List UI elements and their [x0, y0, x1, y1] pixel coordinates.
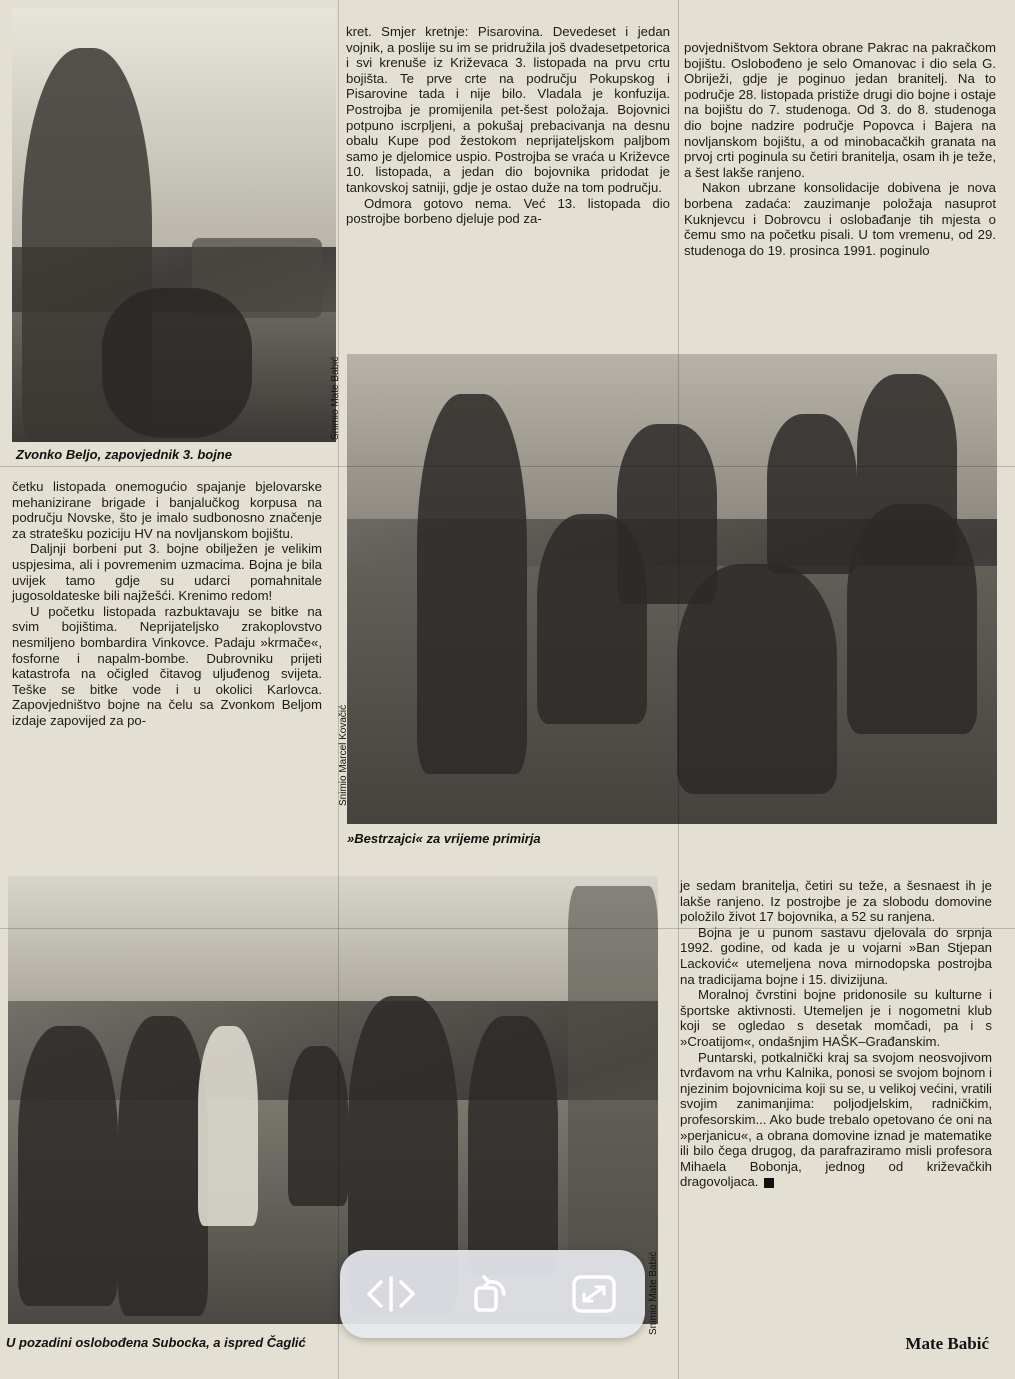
photo-caption: U pozadini oslobođena Subocka, a ispred Čaglić [6, 1335, 306, 1350]
text-column-bottom-right [680, 878, 992, 1190]
photo-commander [12, 8, 336, 442]
text-column-top-middle [346, 24, 670, 227]
photo-credit: Snimio Mate Babić [330, 356, 341, 440]
rotate-button[interactable] [462, 1264, 522, 1324]
paragraph [680, 1050, 992, 1190]
paragraph-text: Puntarski, potkalnički kraj sa svojom neosvojivom tvrđavom na vrhu Kalnika, ponosi se svojom bojnom i njezinim bojovnicima koji su se, u velikoj većini, vratili svojim zanimanjima: poljodjelskim, radničkim, profesorskim... Ako bude trebalo opetovano će oni na »perjanicu«, a obrana domovine iznad je matematike ili bilo čega drugog, da parafraziramo misli profesora Mihaela Bobonja, jednog od križevačkih dragovoljaca. [680, 1049, 992, 1190]
paragraph: Moralnoj čvrstini bojne pridonosile su kulturne i športske aktivnosti. Utemeljen je i nogometni klub koji se ogledao s desetak momčadi, pa i s »Croatijom«, ondašnjim HAŠK–Građanskim. [680, 987, 992, 1049]
text-column-top-right [684, 40, 996, 258]
paragraph: Nakon ubrzane konsolidacije dobivena je nova borbena zadaća: zauzimanje položaja nasuprot Kuknjevcu i Dobrovcu i oslobađanje tih mjesta o čemu smo na početku pisali. U tom vremenu, od 29. studenoga do 19. prosinca 1991. poginulo [684, 180, 996, 258]
paragraph: kret. Smjer kretnje: Pisarovina. Devedeset i jedan vojnik, a poslije su im se pridružila još dvadesetpetorica i svi krenuše iz Križevaca 3. listopada na prvu crtu bojišta. Te prve crte na području Pokupskog i Pisarovine tada i nije bilo. Vladala je konfuzija. Postrojba je promijenila pet-šest položaja. Bojovnici potpuno iscrpljeni, a pokušaj prebacivanja na desnu obalu Kupe pod žestokom neprijateljskom paljbom samo je djelomice uspio. Postrojba se vraća u Križevce 10. listopada, a jedan dio bojovnika pridodat je tankovskoj satniji, gdje je ostao duže na tom području. [346, 24, 670, 195]
paragraph: Odmora gotovo nema. Već 13. listopada dio postrojbe borbeno djeluje pod za- [346, 195, 670, 227]
expand-button[interactable] [564, 1264, 624, 1324]
viewer-toolbar [340, 1250, 645, 1338]
paragraph: Daljnji borbeni put 3. bojne obilježen je velikim uspjesima, ali i povremenim uzmacima. Bojna je bila uvijek tamo gdje su udarci pomahnitale jugosoldateske bili najžešći. Krenimo redom! [12, 541, 322, 604]
paragraph: četku listopada onemogućio spajanje bjelovarske mehanizirane brigade i banjalučkog korpusa na području Novske, što je imalo sudbonosno značenje za stratešku poziciju HV na novljanskom bojištu. [12, 479, 322, 541]
rotate-icon [470, 1272, 514, 1316]
photo-caption: Zvonko Beljo, zapovjednik 3. bojne [16, 447, 232, 462]
photo-credit: Snimio Mate Babić [648, 1251, 659, 1335]
page-crease [338, 0, 339, 1379]
text-column-left-middle [12, 479, 322, 729]
photo-caption: »Bestrzajci« za vrijeme primirja [347, 831, 541, 846]
paragraph: U početku listopada razbuktavaju se bitke na svim bojištima. Neprijateljsko zrakoplovstvo nesmiljeno bombardira Vinkovce. Padaju »krmače«, fosforne i napalm-bombe. Dubrovniku prijeti katastrofa na očigled čitavog uljuđenog svijeta. Teške se bitke vode i u okolici Karlovca. Zapovjedništvo bojne na čelu sa Zvonkom Beljom izdaje zapovijed za po- [12, 603, 322, 728]
photo-credit: Snimio Marcel Kovačić [338, 704, 349, 806]
page-crease [0, 928, 1015, 929]
author-byline: Mate Babić [905, 1334, 989, 1353]
split-view-button[interactable] [361, 1264, 421, 1324]
page-crease [0, 466, 1015, 467]
paragraph: je sedam branitelja, četiri su teže, a šesnaest ih je lakše ranjeno. Iz postrojbe je za slobodu domovine položilo život 17 bojovnika, a 52 su ranjena. [680, 878, 992, 925]
photo-soldiers-group [347, 354, 997, 824]
page-crease [678, 0, 679, 1379]
split-view-icon [365, 1274, 417, 1314]
end-mark-icon [764, 1178, 774, 1188]
paragraph: Bojna je u punom sastavu djelovala do srpnja 1992. godine, od kada je u vojarni »Ban Stjepan Lacković« utemeljena nova mirnodopska postrojba na tradicijama bojne i 15. divizijuna. [680, 924, 992, 987]
paragraph: povjedništvom Sektora obrane Pakrac na pakračkom bojištu. Oslobođeno je selo Omanovac i dio sela G. Obriježi, gdje je poginuo jedan branitelj. Na to područje 28. listopada pristiže drugi dio bojne i ostaje na bojištu do 7. studenoga. Od 3. do 8. studenoga dio bojne nadzire područje Popovca i Bajera na novljanskom bojištu, a od minobacačkih granata na prvoj crti poginula su četiri branitelja, osam ih je teže, a šest lakše ranjeno. [684, 40, 996, 180]
expand-icon [571, 1274, 617, 1314]
